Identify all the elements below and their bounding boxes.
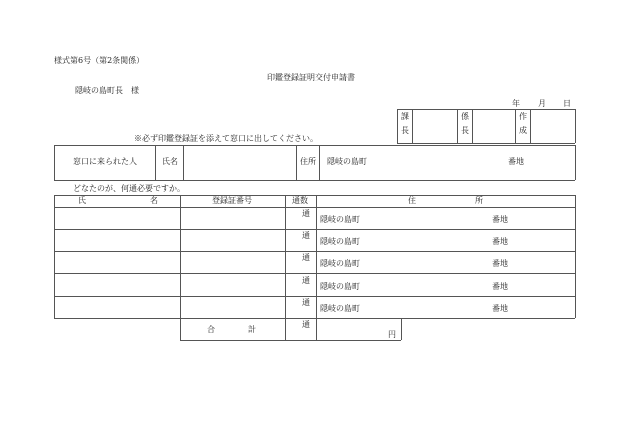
row-reg-no-cell[interactable] [181, 252, 284, 272]
header-reg-no: 登録証番号 [212, 196, 252, 205]
total-label-2: 計 [248, 325, 256, 334]
row-name-cell[interactable] [55, 208, 179, 228]
date-day: 日 [563, 99, 571, 108]
question-text: どなたのが、何通必要ですか。 [73, 184, 185, 193]
form-number: 様式第6号（第2条関係） [54, 56, 145, 65]
row-count-unit: 通 [302, 298, 310, 307]
row-count-unit: 通 [302, 253, 310, 262]
notice-text: ※必ず印鑑登録証を添えて窓口に出してください。 [134, 134, 318, 143]
row-banchi: 番地 [492, 237, 508, 246]
row-banchi: 番地 [492, 304, 508, 313]
row-name-cell[interactable] [55, 230, 179, 250]
header-addr-2: 所 [475, 196, 483, 205]
row-town: 隠岐の島町 [320, 237, 360, 246]
stamp-sakusei-char-2: 成 [519, 126, 527, 135]
applicant-banchi: 番地 [508, 157, 524, 166]
row-count-unit: 通 [302, 231, 310, 240]
header-name-1: 氏 [78, 196, 86, 205]
header-count: 通数 [292, 196, 308, 205]
row-reg-no-cell[interactable] [181, 230, 284, 250]
date-year: 年 [512, 99, 520, 108]
applicant-address-label: 住所 [300, 157, 316, 166]
row-count-unit: 通 [302, 209, 310, 218]
row-name-cell[interactable] [55, 274, 179, 295]
total-yen: 円 [388, 330, 396, 339]
date-month: 月 [538, 99, 546, 108]
row-town: 隠岐の島町 [320, 282, 360, 291]
applicant-town: 隠岐の島町 [327, 157, 367, 166]
row-reg-no-cell[interactable] [181, 274, 284, 295]
row-town: 隠岐の島町 [320, 215, 360, 224]
header-name-2: 名 [150, 196, 158, 205]
applicant-name-field[interactable] [184, 146, 295, 179]
total-label-1: 合 [207, 325, 215, 334]
applicant-label: 窓口に来られた人 [73, 157, 137, 166]
stamp-sakusei-char-1: 作 [519, 112, 527, 121]
total-count-unit: 通 [302, 320, 310, 329]
row-reg-no-cell[interactable] [181, 208, 284, 228]
row-town: 隠岐の島町 [320, 304, 360, 313]
applicant-name-label: 氏名 [162, 157, 178, 166]
row-banchi: 番地 [492, 215, 508, 224]
row-banchi: 番地 [492, 259, 508, 268]
stamp-kakari-char-2: 長 [461, 126, 469, 135]
row-banchi: 番地 [492, 282, 508, 291]
row-name-cell[interactable] [55, 252, 179, 272]
row-count-unit: 通 [302, 276, 310, 285]
header-addr-1: 住 [408, 196, 416, 205]
stamp-ka-char-1: 課 [401, 112, 409, 121]
stamp-ka-char-2: 長 [401, 126, 409, 135]
row-reg-no-cell[interactable] [181, 297, 284, 317]
addressee: 隠岐の島町長 様 [75, 86, 139, 95]
row-town: 隠岐の島町 [320, 259, 360, 268]
form-title: 印鑑登録証明交付申請書 [267, 73, 355, 82]
stamp-kakari-char-1: 係 [461, 112, 469, 121]
row-name-cell[interactable] [55, 297, 179, 317]
